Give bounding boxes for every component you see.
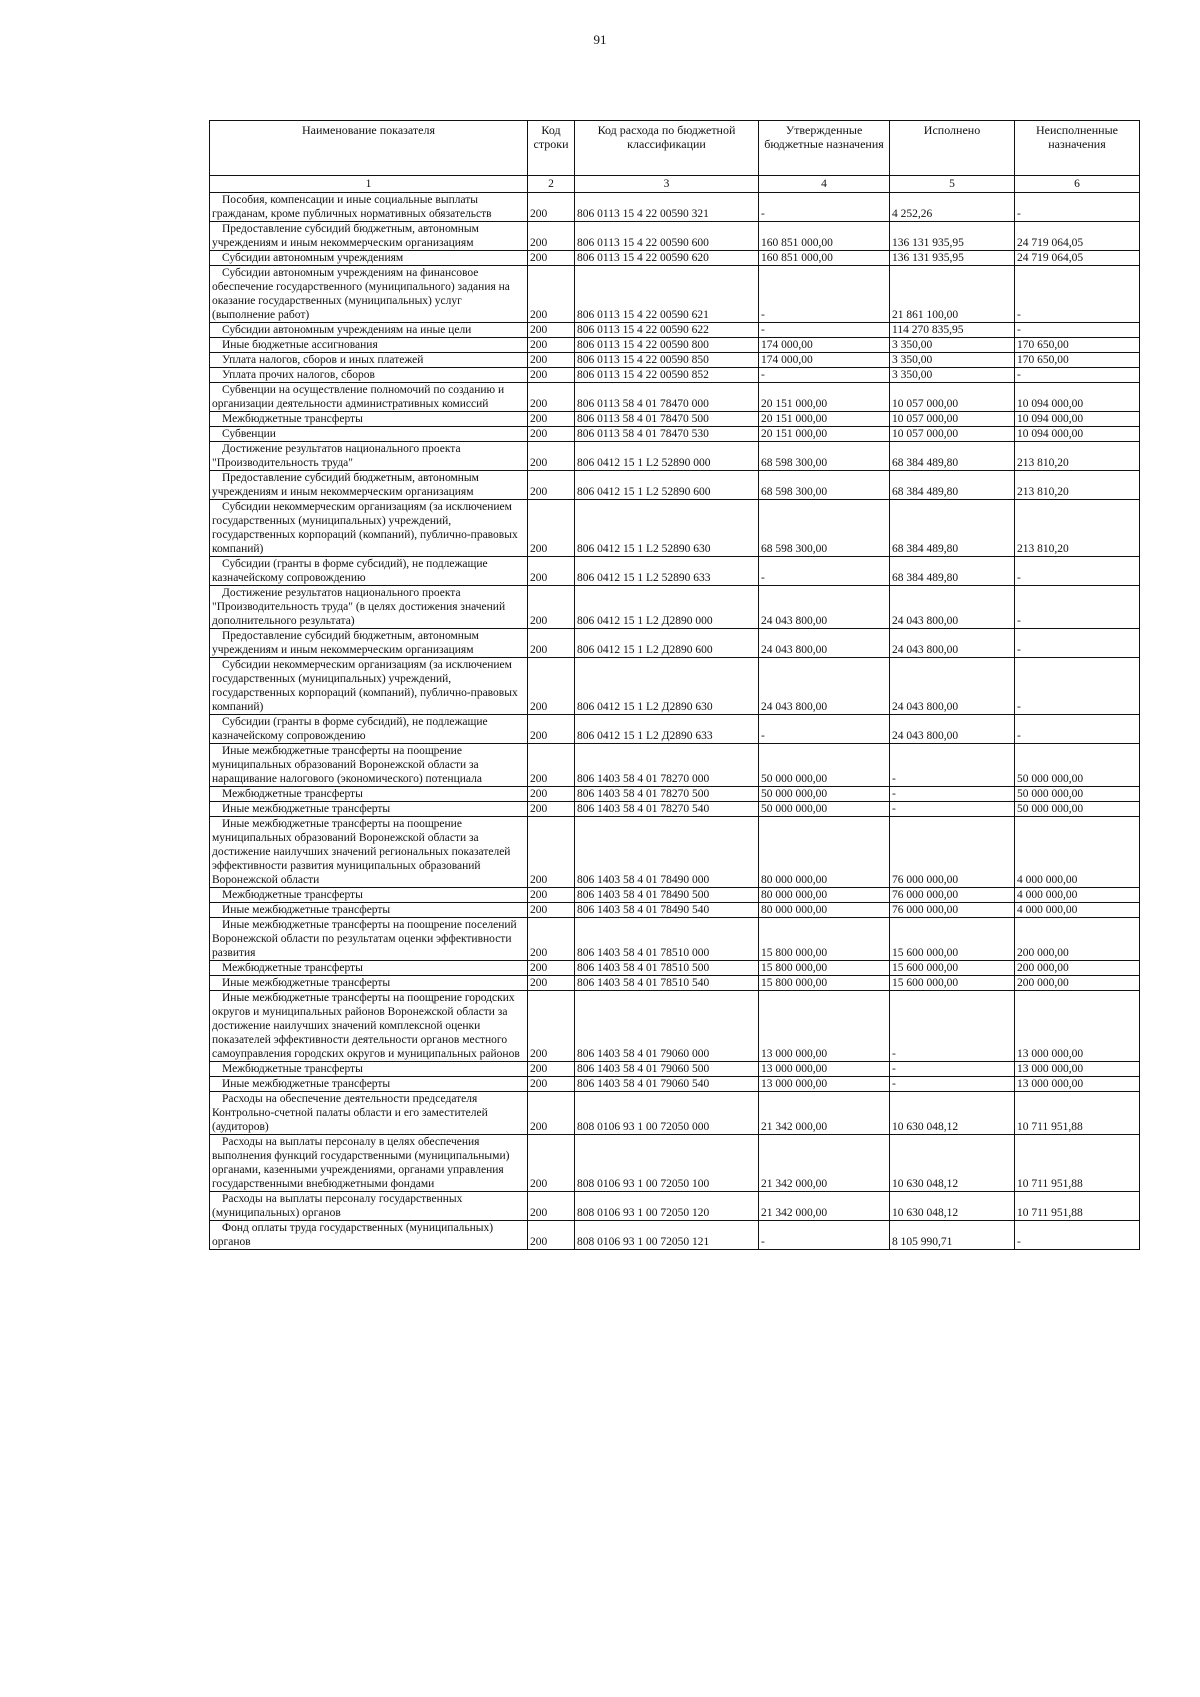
row-line-code: 200 (528, 323, 575, 338)
table-row (210, 1135, 1140, 1192)
row-executed-amount: 4 252,26 (890, 193, 1015, 222)
row-executed-amount: 24 043 800,00 (890, 586, 1015, 629)
table-row (210, 266, 1140, 323)
row-expense-code: 806 1403 58 4 01 78270 500 (575, 787, 759, 802)
row-expense-code: 806 1403 58 4 01 78510 540 (575, 976, 759, 991)
row-indicator-name: Расходы на обеспечение деятельности председателя Контрольно-счетной палаты области и его заместителей (аудиторов) (210, 1092, 528, 1135)
row-indicator-name: Иные межбюджетные трансферты (210, 802, 528, 817)
row-unexecuted-amount: 4 000 000,00 (1015, 888, 1140, 903)
row-line-code: 200 (528, 1077, 575, 1092)
row-executed-amount: 15 600 000,00 (890, 976, 1015, 991)
row-expense-code: 806 0113 15 4 22 00590 850 (575, 353, 759, 368)
row-expense-code: 806 1403 58 4 01 78490 000 (575, 817, 759, 888)
row-unexecuted-amount: - (1015, 368, 1140, 383)
column-number: 6 (1015, 176, 1140, 193)
row-executed-amount: 10 057 000,00 (890, 383, 1015, 412)
table-row (210, 1077, 1140, 1092)
table-row (210, 991, 1140, 1062)
row-approved-amount: 15 800 000,00 (759, 918, 890, 961)
row-unexecuted-amount: - (1015, 557, 1140, 586)
table-row (210, 976, 1140, 991)
row-indicator-name: Межбюджетные трансферты (210, 1062, 528, 1077)
row-approved-amount: - (759, 1221, 890, 1250)
row-expense-code: 808 0106 93 1 00 72050 120 (575, 1192, 759, 1221)
row-indicator-name: Субвенции на осуществление полномочий по созданию и организации деятельности административных комиссий (210, 383, 528, 412)
row-unexecuted-amount: - (1015, 193, 1140, 222)
row-indicator-name: Субсидии автономным учреждениям (210, 251, 528, 266)
table-row (210, 557, 1140, 586)
row-expense-code: 806 1403 58 4 01 79060 000 (575, 991, 759, 1062)
row-approved-amount: 20 151 000,00 (759, 383, 890, 412)
row-approved-amount: 80 000 000,00 (759, 817, 890, 888)
row-line-code: 200 (528, 471, 575, 500)
row-approved-amount: 50 000 000,00 (759, 802, 890, 817)
row-expense-code: 806 1403 58 4 01 78490 540 (575, 903, 759, 918)
row-unexecuted-amount: - (1015, 266, 1140, 323)
table-row (210, 500, 1140, 557)
row-unexecuted-amount: - (1015, 323, 1140, 338)
row-line-code: 200 (528, 802, 575, 817)
row-unexecuted-amount: 50 000 000,00 (1015, 802, 1140, 817)
row-approved-amount: 160 851 000,00 (759, 222, 890, 251)
row-expense-code: 806 1403 58 4 01 78490 500 (575, 888, 759, 903)
row-unexecuted-amount: 170 650,00 (1015, 353, 1140, 368)
row-executed-amount: - (890, 744, 1015, 787)
row-executed-amount: 10 057 000,00 (890, 427, 1015, 442)
row-approved-amount: 24 043 800,00 (759, 586, 890, 629)
row-unexecuted-amount: 10 711 951,88 (1015, 1192, 1140, 1221)
row-expense-code: 808 0106 93 1 00 72050 000 (575, 1092, 759, 1135)
column-number: 1 (210, 176, 528, 193)
header-executed: Исполнено (890, 121, 1015, 176)
row-indicator-name: Иные межбюджетные трансферты (210, 1077, 528, 1092)
row-expense-code: 806 0113 15 4 22 00590 621 (575, 266, 759, 323)
row-executed-amount: - (890, 802, 1015, 817)
row-approved-amount: 174 000,00 (759, 338, 890, 353)
row-approved-amount: 20 151 000,00 (759, 427, 890, 442)
row-executed-amount: 68 384 489,80 (890, 557, 1015, 586)
table-row (210, 787, 1140, 802)
row-line-code: 200 (528, 658, 575, 715)
row-expense-code: 806 1403 58 4 01 79060 500 (575, 1062, 759, 1077)
row-line-code: 200 (528, 557, 575, 586)
row-unexecuted-amount: 50 000 000,00 (1015, 744, 1140, 787)
row-unexecuted-amount: 10 094 000,00 (1015, 383, 1140, 412)
row-expense-code: 806 0412 15 1 L2 Д2890 000 (575, 586, 759, 629)
row-approved-amount: 21 342 000,00 (759, 1135, 890, 1192)
row-expense-code: 806 0113 58 4 01 78470 500 (575, 412, 759, 427)
row-approved-amount: 68 598 300,00 (759, 471, 890, 500)
row-approved-amount: 50 000 000,00 (759, 744, 890, 787)
row-line-code: 200 (528, 991, 575, 1062)
row-approved-amount: 20 151 000,00 (759, 412, 890, 427)
row-expense-code: 806 0113 15 4 22 00590 600 (575, 222, 759, 251)
row-unexecuted-amount: 4 000 000,00 (1015, 817, 1140, 888)
row-unexecuted-amount: - (1015, 658, 1140, 715)
row-indicator-name: Уплата прочих налогов, сборов (210, 368, 528, 383)
row-indicator-name: Пособия, компенсации и иные социальные выплаты гражданам, кроме публичных нормативных обязательств (210, 193, 528, 222)
row-approved-amount: 21 342 000,00 (759, 1192, 890, 1221)
row-executed-amount: 114 270 835,95 (890, 323, 1015, 338)
row-unexecuted-amount: 170 650,00 (1015, 338, 1140, 353)
table-row (210, 368, 1140, 383)
row-approved-amount: 50 000 000,00 (759, 787, 890, 802)
column-number: 3 (575, 176, 759, 193)
row-expense-code: 806 0412 15 1 L2 52890 600 (575, 471, 759, 500)
table-header-row (210, 121, 1140, 176)
row-indicator-name: Уплата налогов, сборов и иных платежей (210, 353, 528, 368)
table-row (210, 903, 1140, 918)
row-indicator-name: Субсидии автономным учреждениям на иные цели (210, 323, 528, 338)
row-expense-code: 806 1403 58 4 01 79060 540 (575, 1077, 759, 1092)
row-indicator-name: Субсидии автономным учреждениям на финансовое обеспечение государственного (муниципального) задания на оказание государственных (муниципальных) услуг (выполнение работ) (210, 266, 528, 323)
row-indicator-name: Межбюджетные трансферты (210, 961, 528, 976)
row-approved-amount: - (759, 193, 890, 222)
row-expense-code: 806 0412 15 1 L2 Д2890 600 (575, 629, 759, 658)
row-executed-amount: 24 043 800,00 (890, 715, 1015, 744)
row-expense-code: 806 0113 15 4 22 00590 321 (575, 193, 759, 222)
row-approved-amount: 13 000 000,00 (759, 1062, 890, 1077)
row-executed-amount: 68 384 489,80 (890, 471, 1015, 500)
row-indicator-name: Предоставление субсидий бюджетным, автономным учреждениям и иным некоммерческим организациям (210, 471, 528, 500)
row-approved-amount: 15 800 000,00 (759, 961, 890, 976)
row-unexecuted-amount: 213 810,20 (1015, 471, 1140, 500)
row-executed-amount: - (890, 991, 1015, 1062)
row-indicator-name: Иные межбюджетные трансферты на поощрение муниципальных образований Воронежской области за наращивание налогового (экономического) потенциала (210, 744, 528, 787)
row-executed-amount: - (890, 787, 1015, 802)
column-number: 2 (528, 176, 575, 193)
table-row (210, 1192, 1140, 1221)
row-unexecuted-amount: 13 000 000,00 (1015, 1077, 1140, 1092)
row-expense-code: 808 0106 93 1 00 72050 100 (575, 1135, 759, 1192)
row-expense-code: 806 0113 58 4 01 78470 530 (575, 427, 759, 442)
row-expense-code: 806 0412 15 1 L2 52890 000 (575, 442, 759, 471)
header-unexecuted: Неисполненные назначения (1015, 121, 1140, 176)
row-unexecuted-amount: 24 719 064,05 (1015, 251, 1140, 266)
row-executed-amount: 3 350,00 (890, 338, 1015, 353)
row-indicator-name: Иные межбюджетные трансферты на поощрение поселений Воронежской области по результатам оценки эффективности развития (210, 918, 528, 961)
table-row (210, 961, 1140, 976)
row-expense-code: 806 0113 15 4 22 00590 622 (575, 323, 759, 338)
table-row (210, 888, 1140, 903)
row-line-code: 200 (528, 903, 575, 918)
row-expense-code: 806 1403 58 4 01 78510 500 (575, 961, 759, 976)
row-indicator-name: Предоставление субсидий бюджетным, автономным учреждениям и иным некоммерческим организациям (210, 629, 528, 658)
header-expense-code: Код расхода по бюджетной классификации (575, 121, 759, 176)
row-approved-amount: - (759, 323, 890, 338)
row-unexecuted-amount: - (1015, 629, 1140, 658)
table-row (210, 442, 1140, 471)
row-executed-amount: 3 350,00 (890, 368, 1015, 383)
budget-execution-table (209, 120, 1140, 1250)
row-indicator-name: Субсидии (гранты в форме субсидий), не подлежащие казначейскому сопровождению (210, 715, 528, 744)
table-row (210, 802, 1140, 817)
row-line-code: 200 (528, 976, 575, 991)
table-row (210, 427, 1140, 442)
row-executed-amount: 136 131 935,95 (890, 222, 1015, 251)
header-indicator-name: Наименование показателя (210, 121, 528, 176)
row-indicator-name: Субсидии (гранты в форме субсидий), не подлежащие казначейскому сопровождению (210, 557, 528, 586)
row-expense-code: 806 0113 15 4 22 00590 852 (575, 368, 759, 383)
row-line-code: 200 (528, 817, 575, 888)
row-line-code: 200 (528, 222, 575, 251)
column-number: 4 (759, 176, 890, 193)
table-row (210, 222, 1140, 251)
row-line-code: 200 (528, 500, 575, 557)
row-line-code: 200 (528, 715, 575, 744)
row-executed-amount: - (890, 1077, 1015, 1092)
row-line-code: 200 (528, 338, 575, 353)
row-executed-amount: 8 105 990,71 (890, 1221, 1015, 1250)
row-indicator-name: Иные межбюджетные трансферты на поощрение городских округов и муниципальных районов Воронежской области за достижение наилучших значений комплексной оценки показателей эффективности деятельности органов местного самоуправления городских округов и муниципальных районов (210, 991, 528, 1062)
row-line-code: 200 (528, 1192, 575, 1221)
row-expense-code: 806 0412 15 1 L2 52890 633 (575, 557, 759, 586)
row-unexecuted-amount: - (1015, 586, 1140, 629)
row-indicator-name: Расходы на выплаты персоналу государственных (муниципальных) органов (210, 1192, 528, 1221)
row-unexecuted-amount: 10 711 951,88 (1015, 1135, 1140, 1192)
table-row (210, 412, 1140, 427)
table-row (210, 1221, 1140, 1250)
row-unexecuted-amount: - (1015, 1221, 1140, 1250)
table-row (210, 586, 1140, 629)
row-expense-code: 806 0113 58 4 01 78470 000 (575, 383, 759, 412)
row-approved-amount: 24 043 800,00 (759, 629, 890, 658)
row-unexecuted-amount: 24 719 064,05 (1015, 222, 1140, 251)
row-line-code: 200 (528, 442, 575, 471)
row-executed-amount: 3 350,00 (890, 353, 1015, 368)
row-executed-amount: 21 861 100,00 (890, 266, 1015, 323)
table-row (210, 715, 1140, 744)
row-approved-amount: 68 598 300,00 (759, 500, 890, 557)
row-expense-code: 806 1403 58 4 01 78510 000 (575, 918, 759, 961)
row-indicator-name: Иные межбюджетные трансферты (210, 903, 528, 918)
row-indicator-name: Межбюджетные трансферты (210, 412, 528, 427)
header-line-code: Код строки (528, 121, 575, 176)
row-unexecuted-amount: 13 000 000,00 (1015, 991, 1140, 1062)
row-executed-amount: 136 131 935,95 (890, 251, 1015, 266)
row-line-code: 200 (528, 412, 575, 427)
row-unexecuted-amount: 213 810,20 (1015, 500, 1140, 557)
row-executed-amount: 76 000 000,00 (890, 903, 1015, 918)
row-approved-amount: - (759, 266, 890, 323)
row-indicator-name: Субсидии некоммерческим организациям (за исключением государственных (муниципальных) учреждений, государственных корпораций (компаний), публично-правовых компаний) (210, 658, 528, 715)
row-executed-amount: 68 384 489,80 (890, 442, 1015, 471)
table-row (210, 744, 1140, 787)
table-row (210, 353, 1140, 368)
row-approved-amount: 174 000,00 (759, 353, 890, 368)
row-expense-code: 808 0106 93 1 00 72050 121 (575, 1221, 759, 1250)
row-indicator-name: Иные межбюджетные трансферты на поощрение муниципальных образований Воронежской области за достижение наилучших значений региональных показателей эффективности развития муниципальных образований Воронежской области (210, 817, 528, 888)
row-line-code: 200 (528, 1062, 575, 1077)
row-line-code: 200 (528, 1135, 575, 1192)
row-indicator-name: Субвенции (210, 427, 528, 442)
row-indicator-name: Предоставление субсидий бюджетным, автономным учреждениям и иным некоммерческим организациям (210, 222, 528, 251)
table-row (210, 817, 1140, 888)
row-line-code: 200 (528, 1092, 575, 1135)
header-approved: Утвержденные бюджетные назначения (759, 121, 890, 176)
row-indicator-name: Достижение результатов национального проекта "Производительность труда" (в целях достижения значений дополнительного результата) (210, 586, 528, 629)
column-numbers-row (210, 176, 1140, 193)
row-line-code: 200 (528, 353, 575, 368)
row-line-code: 200 (528, 1221, 575, 1250)
row-approved-amount: 13 000 000,00 (759, 991, 890, 1062)
row-indicator-name: Фонд оплаты труда государственных (муниципальных) органов (210, 1221, 528, 1250)
row-expense-code: 806 0412 15 1 L2 52890 630 (575, 500, 759, 557)
row-expense-code: 806 0113 15 4 22 00590 800 (575, 338, 759, 353)
table-row (210, 629, 1140, 658)
row-approved-amount: - (759, 557, 890, 586)
row-line-code: 200 (528, 787, 575, 802)
row-executed-amount: 76 000 000,00 (890, 888, 1015, 903)
row-expense-code: 806 0113 15 4 22 00590 620 (575, 251, 759, 266)
table-row (210, 658, 1140, 715)
column-number: 5 (890, 176, 1015, 193)
row-line-code: 200 (528, 193, 575, 222)
page-number: 91 (593, 32, 607, 47)
table-row (210, 383, 1140, 412)
table-row (210, 338, 1140, 353)
row-line-code: 200 (528, 266, 575, 323)
row-executed-amount: 10 630 048,12 (890, 1192, 1015, 1221)
row-line-code: 200 (528, 251, 575, 266)
row-line-code: 200 (528, 918, 575, 961)
row-approved-amount: 68 598 300,00 (759, 442, 890, 471)
row-approved-amount: 21 342 000,00 (759, 1092, 890, 1135)
row-unexecuted-amount: 200 000,00 (1015, 918, 1140, 961)
row-unexecuted-amount: 13 000 000,00 (1015, 1062, 1140, 1077)
row-approved-amount: 80 000 000,00 (759, 903, 890, 918)
row-indicator-name: Достижение результатов национального проекта "Производительность труда" (210, 442, 528, 471)
row-approved-amount: 80 000 000,00 (759, 888, 890, 903)
row-executed-amount: 76 000 000,00 (890, 817, 1015, 888)
row-executed-amount: 10 630 048,12 (890, 1092, 1015, 1135)
row-expense-code: 806 0412 15 1 L2 Д2890 630 (575, 658, 759, 715)
table-row (210, 323, 1140, 338)
row-line-code: 200 (528, 427, 575, 442)
row-executed-amount: 15 600 000,00 (890, 918, 1015, 961)
table-row (210, 918, 1140, 961)
row-indicator-name: Межбюджетные трансферты (210, 787, 528, 802)
row-unexecuted-amount: 10 094 000,00 (1015, 412, 1140, 427)
row-unexecuted-amount: 200 000,00 (1015, 961, 1140, 976)
row-executed-amount: - (890, 1062, 1015, 1077)
row-expense-code: 806 0412 15 1 L2 Д2890 633 (575, 715, 759, 744)
table-row (210, 1092, 1140, 1135)
row-line-code: 200 (528, 961, 575, 976)
table-row (210, 1062, 1140, 1077)
row-executed-amount: 10 057 000,00 (890, 412, 1015, 427)
row-line-code: 200 (528, 586, 575, 629)
row-approved-amount: 160 851 000,00 (759, 251, 890, 266)
row-approved-amount: 13 000 000,00 (759, 1077, 890, 1092)
row-line-code: 200 (528, 629, 575, 658)
row-indicator-name: Расходы на выплаты персоналу в целях обеспечения выполнения функций государственными (муниципальными) органами, казенными учреждениями, органами управления государственными внебюджетными фондами (210, 1135, 528, 1192)
row-line-code: 200 (528, 888, 575, 903)
row-approved-amount: - (759, 715, 890, 744)
row-approved-amount: 24 043 800,00 (759, 658, 890, 715)
table-row (210, 251, 1140, 266)
row-indicator-name: Иные бюджетные ассигнования (210, 338, 528, 353)
row-unexecuted-amount: 10 711 951,88 (1015, 1092, 1140, 1135)
row-executed-amount: 24 043 800,00 (890, 629, 1015, 658)
row-indicator-name: Межбюджетные трансферты (210, 888, 528, 903)
row-executed-amount: 10 630 048,12 (890, 1135, 1015, 1192)
row-approved-amount: 15 800 000,00 (759, 976, 890, 991)
row-unexecuted-amount: 50 000 000,00 (1015, 787, 1140, 802)
row-unexecuted-amount: - (1015, 715, 1140, 744)
row-executed-amount: 24 043 800,00 (890, 658, 1015, 715)
row-unexecuted-amount: 213 810,20 (1015, 442, 1140, 471)
row-approved-amount: - (759, 368, 890, 383)
row-unexecuted-amount: 10 094 000,00 (1015, 427, 1140, 442)
row-expense-code: 806 1403 58 4 01 78270 540 (575, 802, 759, 817)
row-line-code: 200 (528, 383, 575, 412)
table-row (210, 471, 1140, 500)
table-row (210, 193, 1140, 222)
row-executed-amount: 68 384 489,80 (890, 500, 1015, 557)
row-unexecuted-amount: 200 000,00 (1015, 976, 1140, 991)
row-unexecuted-amount: 4 000 000,00 (1015, 903, 1140, 918)
row-executed-amount: 15 600 000,00 (890, 961, 1015, 976)
row-line-code: 200 (528, 744, 575, 787)
row-indicator-name: Субсидии некоммерческим организациям (за исключением государственных (муниципальных) учреждений, государственных корпораций (компаний), публично-правовых компаний) (210, 500, 528, 557)
row-line-code: 200 (528, 368, 575, 383)
row-expense-code: 806 1403 58 4 01 78270 000 (575, 744, 759, 787)
row-indicator-name: Иные межбюджетные трансферты (210, 976, 528, 991)
